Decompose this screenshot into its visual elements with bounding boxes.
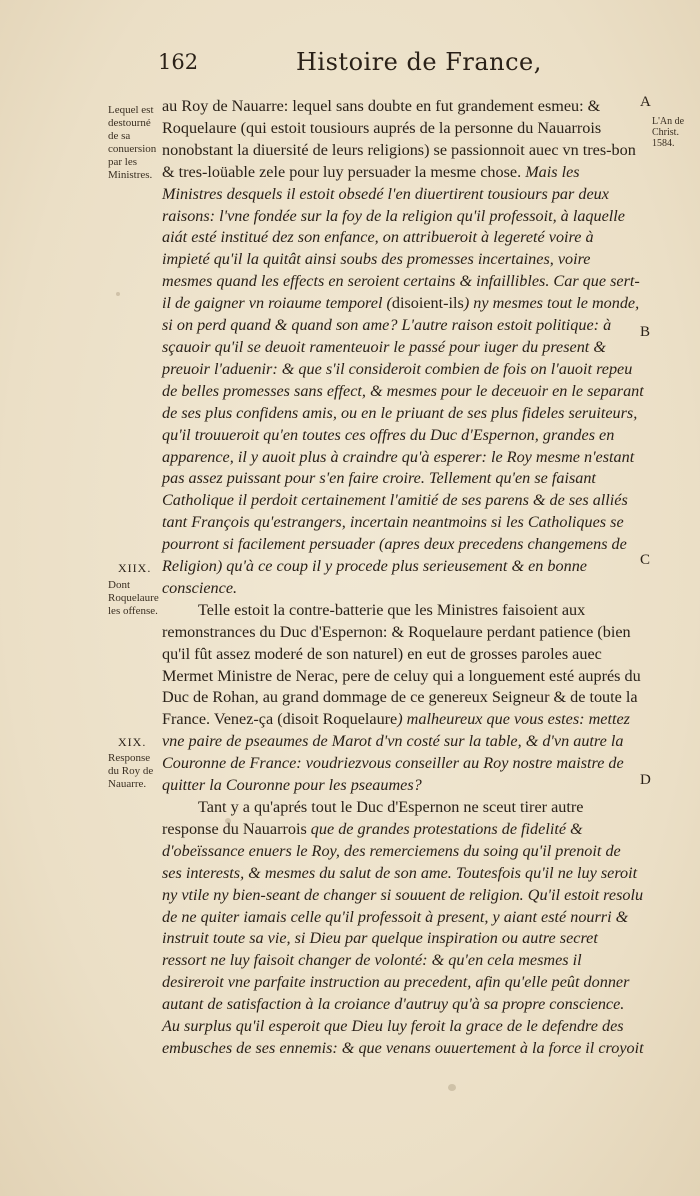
margin-note-roquelaure: Dont Roquelaure les offense.: [108, 579, 159, 617]
margin-note-conversion: Lequel est destourné de sa conuersion par les Ministres.: [108, 104, 157, 181]
paragraph-3-roman: Tant y a qu'aprés tout le Duc d'Espernon ne sceut tirer autre response du Nauarrois: [162, 798, 584, 838]
section-letter-a: A: [640, 94, 651, 110]
margin-note-year: L'An de Christ. 1584.: [652, 116, 685, 149]
page-header: [0, 48, 700, 88]
paragraph-1-italic-a: Mais les Ministres desquels il estoit obsedé l'en diuertirent tousiours par deux raisons: l'vne fondée sur la foy de la religion qu'il professoit, à laquelle aiát esté institué dez son enfance, on attribueroit à legereté voire à impieté qu'il la quitât ainsi soubs des promesses incertaines, voire mesmes quand les effects en seroient certains & infaillibles. Car que sert-il de gaigner vn roiaume temporel (: [162, 162, 640, 313]
paragraph-2: [162, 600, 644, 797]
section-letter-b: B: [640, 324, 651, 340]
section-letter-d: D: [640, 772, 651, 788]
paragraph-3-italic: que de grandes protestations de fidelité & d'obeïssance enuers le Roy, des remerciemens du soing qu'il prenoit de ses interests, & mesmes du salut de son ame. Toutesfois qu'il ne luy seroit ny vtile ny bien-seant de changer si souuent de religion. Qu'il estoit resolu de ne quiter iamais celle qu'il professoit à present, y aiant esté nourri & instruit toute sa vie, si Dieu par quelque inspiration ou autre secret ressort ne luy faisoit changer de volonté: & qu'en cela mesmes il desireroit vne parfaite instruction au precedent, afin qu'elle peût donner autant de satisfaction à la croiance d'autruy qu'à sa propre conscience. Au surplus qu'il esperoit que Dieu luy feroit la grace de le defendre des embusches de ses ennemis: & que venans ouuertement à la force il croyoit: [162, 819, 644, 1057]
ink-spot: [448, 1084, 456, 1091]
chapter-number-xix: XIX.: [118, 735, 147, 749]
ink-spot: [116, 292, 120, 296]
ink-spot: [225, 818, 231, 824]
chapter-number-xiix: XIIX.: [118, 561, 152, 575]
paragraph-2-italic: ) malheureux que vous estes: mettez vne paire de pseaumes de Marot d'vn costé sur la table, & d'vn autre la Couronne de France: voudriezvous conseiller au Roy nostre maistre de quitter la Couronne pour les pseaumes?: [162, 710, 630, 795]
body-text: [162, 96, 644, 1060]
paragraph-1-italic-b: ) ny mesmes tout le monde, si on perd quand & quand son ame? L'autre raison estoit politique: à sçauoir qu'il se deuoit ramenteuoir le passé pour iuger du present & preuoir l'aduenir: & que s'il consideroit combien de fois on l'auoit repeu de belles promesses sans effect, & mesmes pour le deceuoir en le separant de ses plus confidens amis, ou en le priuant de ses plus fideles seruiteurs, qu'il trouueroit qu'en toutes ces offres du Duc d'Espernon, grandes en apparence, il y auoit plus à craindre qu'à esperer: le Roy mesme n'estant pas assez puissant pour s'en faire croire. Tellement qu'en se faisant Catholique il perdoit certainement l'amitié de ses parens & de ses alliés tant François qu'estrangers, incertain neantmoins si les Catholiques se pourront si facilement persuader (apres deux precedens changemens de Religion) qu'à ce coup il y procede plus serieusement & en bonne conscience.: [162, 294, 644, 597]
paragraph-1: [162, 96, 644, 600]
page-number: 162: [158, 50, 199, 74]
paragraph-1-roman: au Roy de Nauarre: lequel sans doubte en fut grandement esmeu: & Roquelaure (qui estoit tousiours auprés de la personne du Nauarrois nonobstant la diuersité de leurs religions) se passionnoit auec vn tres-bon & tres-loüable zele pour luy persuader la mesme chose.: [162, 97, 636, 181]
running-title: Histoire de France,: [296, 48, 542, 76]
paragraph-2-roman: Telle estoit la contre-batterie que les Ministres faisoient aux remonstrances du Duc d'Espernon: & Roquelaure perdant patience (bien qu'il fût assez moderé de son naturel) en eut de grosses paroles auec Mermet Ministre de Nerac, pere de celuy qui a longuement esté auprés du Duc de Rohan, au grand dommage de ce genereux Seigneur & de toute la France. Venez-ça (: [162, 600, 641, 729]
margin-note-response: Response du Roy de Nauarre.: [108, 752, 154, 790]
section-letter-c: C: [640, 552, 651, 568]
paragraph-3: [162, 797, 644, 1060]
paragraph-1-roman-b: disoient-ils: [391, 294, 464, 313]
paragraph-2-roman-b: disoit Roquelaure: [282, 710, 398, 729]
